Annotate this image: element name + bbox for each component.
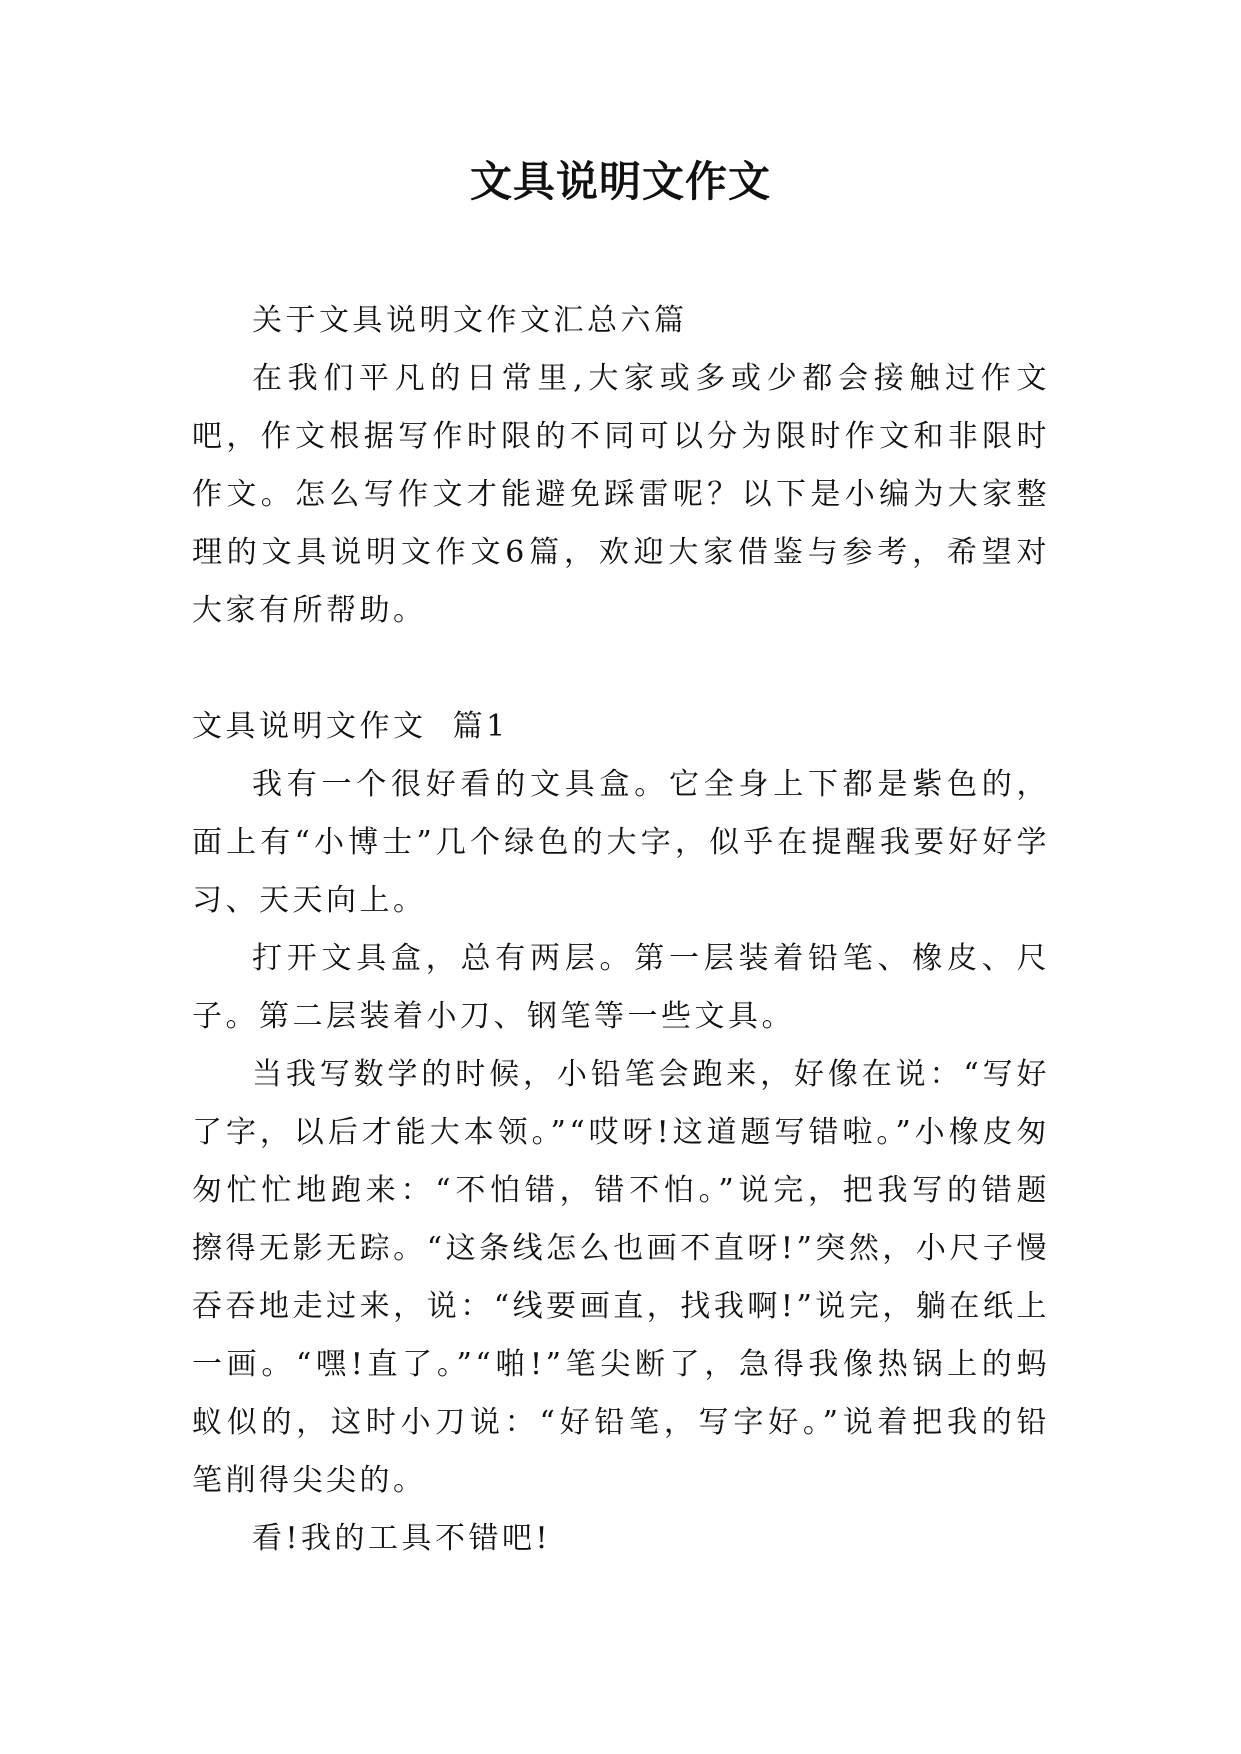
intro-subtitle: 关于文具说明文作文汇总六篇 <box>252 303 688 338</box>
document-title: 文具说明文作文 <box>469 157 771 206</box>
section-paragraph-4: 看!我的工具不错吧! <box>252 1521 552 1556</box>
section-spacer <box>192 640 1050 698</box>
intro-paragraph: 在我们平凡的日常里,大家或多或少都会接触过作文吧，作文根据写作时限的不同可以分为限时作文和非限时作文。怎么写作文才能避免踩雷呢？以下是小编为大家整理的文具说明文作文6篇，欢迎大家借鉴与参考，希望对大家有所帮助。 <box>192 361 1050 628</box>
section-paragraph-2: 打开文具盒，总有两层。第一层装着铅笔、橡皮、尺子。第二层装着小刀、钢笔等一些文具。 <box>192 941 1050 1034</box>
section-paragraph-1: 我有一个很好看的文具盒。它全身上下都是紫色的，面上有“小博士”几个绿色的大字，似乎在提醒我要好好学习、天天向上。 <box>192 767 1050 918</box>
document-body <box>192 292 1050 1568</box>
section-heading: 文具说明文作文 篇1 <box>192 709 509 744</box>
section-paragraph-3: 当我写数学的时候，小铅笔会跑来，好像在说：“写好了字，以后才能大本领。”“哎呀!这道题写错啦。”小橡皮匆匆忙忙地跑来：“不怕错，错不怕。”说完，把我写的错题擦得无影无踪。“这条线怎么也画不直呀!”突然，小尺子慢吞吞地走过来，说：“线要画直，找我啊!”说完，躺在纸上一画。“嘿!直了。”“啪!”笔尖断了，急得我像热锅上的蚂蚁似的，这时小刀说：“好铅笔，写字好。”说着把我的铅笔削得尖尖的。 <box>192 1057 1050 1498</box>
